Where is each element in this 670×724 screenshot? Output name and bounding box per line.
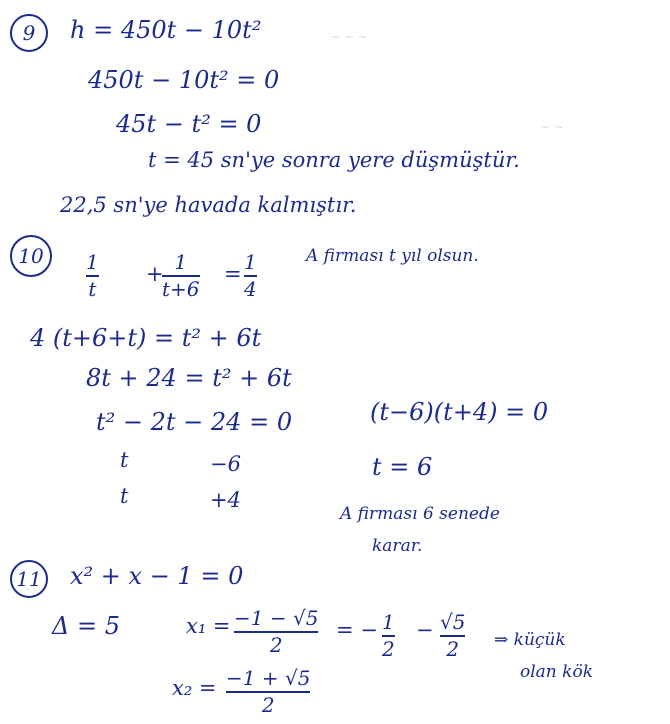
p9-time-result: t = 45 sn'ye sonra yere düşmüştür. [148, 148, 520, 172]
p10-conclusion-line2: karar. [372, 536, 423, 556]
p10-fraction-1-over-t-plus-6 [162, 252, 200, 300]
fraction-denominator: 2 [446, 637, 460, 661]
problem-number-9: 9 [10, 14, 48, 52]
fraction-numerator: 1 [174, 250, 188, 274]
p10-factor-col1a: t [120, 448, 129, 472]
p9-simplified: 45t − t² = 0 [116, 110, 262, 138]
fraction-denominator: t+6 [162, 277, 200, 301]
p11-smaller-root-note-2: olan kök [520, 662, 593, 682]
bleed-through-mark: ~ ~ ~ [330, 30, 368, 44]
fraction-numerator: √5 [440, 610, 466, 634]
p11-x1-label: x₁ = [186, 614, 231, 638]
fraction-numerator: −1 + √5 [226, 666, 311, 690]
p10-factor-col2a: −6 [210, 452, 241, 476]
bleed-through-mark: ~ ~ [540, 120, 564, 134]
equals-sign: = [224, 262, 242, 286]
problem-number-11: 11 [10, 560, 48, 598]
p10-result: t = 6 [372, 453, 433, 481]
p9-conclusion: 22,5 sn'ye havada kalmıştır. [60, 193, 357, 217]
p10-cleared-equation: 4 (t+6+t) = t² + 6t [30, 324, 262, 352]
fraction-denominator: 2 [269, 633, 283, 657]
p10-factor-col2b: +4 [210, 488, 241, 512]
fraction-denominator: t [88, 277, 97, 301]
problem-number-10: 10 [10, 235, 52, 277]
fraction-numerator: 1 [244, 250, 257, 274]
p10-fraction-1-over-t [86, 252, 99, 300]
p10-fraction-1-over-4 [244, 252, 257, 300]
p11-smaller-root-note-1: ⇒ küçük [494, 630, 566, 650]
p10-assumption-note: A firması t yıl olsun. [306, 246, 479, 266]
fraction-numerator: 1 [382, 610, 395, 634]
p11-x2-label: x₂ = [172, 676, 217, 700]
p10-quadratic: t² − 2t − 24 = 0 [96, 408, 293, 436]
p11-x1-equals-minus: = − [336, 618, 378, 642]
fraction-denominator: 2 [382, 637, 395, 661]
fraction-denominator: 2 [261, 693, 275, 717]
fraction-numerator: 1 [86, 250, 99, 274]
minus-sign: − [416, 618, 434, 642]
plus-sign: + [146, 262, 164, 286]
p11-discriminant: Δ = 5 [52, 612, 120, 640]
fraction-denominator: 4 [244, 277, 257, 301]
p11-x2-fraction [226, 668, 310, 716]
p10-expanded-equation: 8t + 24 = t² + 6t [86, 364, 292, 392]
p10-factor-col1b: t [120, 484, 129, 508]
p11-x1-half [382, 612, 395, 660]
p10-conclusion-line1: A firması 6 senede [340, 504, 500, 524]
p9-equation-height: h = 450t − 10t² [70, 16, 262, 44]
p11-x1-fraction [234, 608, 318, 656]
p11-x1-root5-over-2 [440, 612, 465, 660]
p9-equation-zero: 450t − 10t² = 0 [88, 66, 280, 94]
p10-factored: (t−6)(t+4) = 0 [370, 398, 549, 426]
fraction-numerator: −1 − √5 [234, 606, 319, 630]
p11-equation: x² + x − 1 = 0 [70, 562, 244, 590]
